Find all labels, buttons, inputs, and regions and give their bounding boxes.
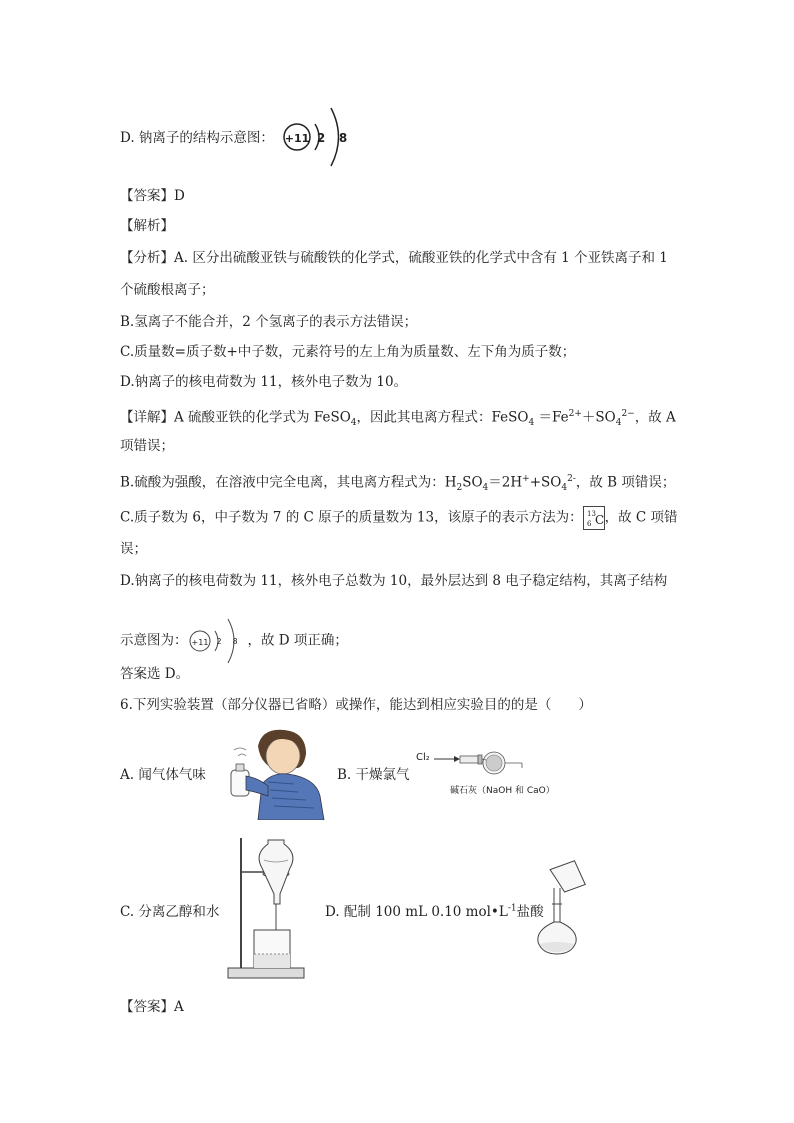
separatory-funnel-illustration — [226, 834, 306, 982]
q5-option-d-text: D. 钠离子的结构示意图： — [120, 130, 274, 146]
detail-c-line2: 误； — [120, 541, 147, 557]
analysis-heading: 【解析】 — [120, 218, 174, 234]
svg-text:8: 8 — [231, 637, 238, 646]
answer-line-2 — [120, 997, 184, 1017]
svg-text:6: 6 — [586, 520, 592, 528]
svg-text:+11: +11 — [191, 638, 208, 647]
shell1-label: 2 — [316, 131, 326, 145]
shell2-label: 8 — [338, 131, 348, 145]
detail-final: 答案选 D。 — [120, 666, 190, 682]
answer2-value: A — [174, 999, 184, 1015]
answer2-label: 【答案】 — [120, 999, 174, 1015]
q5-option-d — [120, 128, 274, 148]
isotope-symbol-carbon — [583, 506, 605, 530]
analysis-a-line1 — [120, 248, 668, 268]
answer-label: 【答案】 — [120, 188, 174, 204]
answer-value: D — [174, 188, 185, 204]
detail-d-line2: 示意图为： +11 2 8 ，故 D 项正确； — [120, 616, 348, 666]
person-smelling-illustration — [228, 726, 338, 820]
analysis-d: D.钠离子的核电荷数为 11，核外电子数为 10。 — [120, 374, 408, 390]
q6-option-c: C. 分离乙醇和水 — [120, 904, 220, 920]
detail-c-line1: C.质子数为 6，中子数为 7 的 C 原子的质量数为 13，该原子的表示方法为： 13 6 C ，故 C 项错 — [120, 506, 678, 530]
detail-d-line1: D.钠离子的核电荷数为 11，核外电子总数为 10，最外层达到 8 电子稳定结构，其离子结构 — [120, 573, 668, 589]
detail-label: 【详解】 — [120, 409, 174, 426]
drying-tube-illustration — [430, 748, 540, 782]
answer-line-1 — [120, 186, 185, 206]
soda-lime-caption: 碱石灰（NaOH 和 CaO） — [450, 786, 555, 796]
analysis-b: B.氢离子不能合并，2 个氢离子的表示方法错误； — [120, 314, 418, 330]
q6-option-d: D. 配制 100 mL 0.10 $mol•L^{-1}$盐酸 — [325, 903, 544, 920]
svg-text:2: 2 — [215, 637, 222, 646]
sodium-ion-diagram-small — [188, 616, 248, 666]
svg-text:C: C — [594, 513, 604, 527]
svg-text:13: 13 — [586, 510, 596, 518]
detail-a-line1: 【详解】A 硫酸亚铁的化学式为 FeSO$_4$，因此其电离方程式：FeSO$_4$ $=Fe^{2+}+SO_4^{2-}$，故 A — [120, 409, 676, 429]
volumetric-flask-illustration — [524, 860, 588, 956]
chlorine-label: Cl₂ — [416, 752, 430, 763]
q6-option-a: A. 闻气体气味 — [120, 767, 206, 783]
sodium-ion-diagram-large — [282, 104, 354, 170]
analysis-label: 【分析】 — [120, 250, 174, 266]
analysis-a-text: A. 区分出硫酸亚铁与硫酸铁的化学式，硫酸亚铁的化学式中含有 1 个亚铁离子和 1 — [174, 250, 668, 266]
analysis-c: C.质量数=质子数+中子数，元素符号的左上角为质量数、左下角为质子数； — [120, 344, 576, 360]
detail-b: B.硫酸为强酸，在溶液中完全电离，其电离方程式为：$H_2SO_4=2H^++SO_4^{2-}$，故 B 项错误； — [120, 474, 676, 494]
nucleus-label: +11 — [284, 132, 310, 145]
analysis-a-line2: 个硫酸根离子； — [120, 282, 215, 298]
q6-stem: 6.下列实验装置（部分仪器已省略）或操作，能达到相应实验目的的是（ ） — [120, 697, 592, 713]
q6-option-b: B. 干燥氯气 — [337, 767, 410, 783]
detail-a-line2: 项错误； — [120, 438, 174, 454]
